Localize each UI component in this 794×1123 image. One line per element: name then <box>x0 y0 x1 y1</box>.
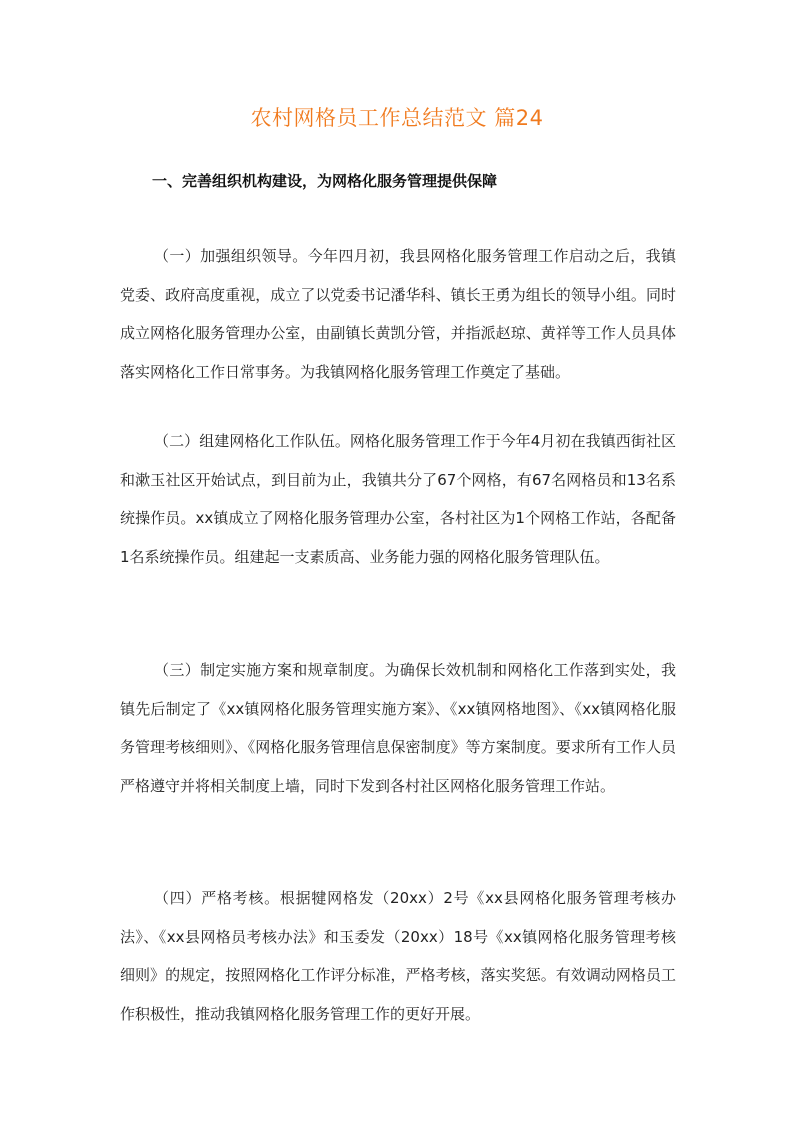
paragraph-3: （三）制定实施方案和规章制度。为确保长效机制和网格化工作落到实处，我镇先后制定了《xx镇网格化服务管理实施方案》、《xx镇网格地图》、《xx镇网格化服务管理考核细则》、《网格化服务管理信息保密制度》等方案制度。要求所有工作人员严格遵守并将相关制度上墙，同时下发到各村社区网格化服务管理工作站。 <box>120 661 676 795</box>
paragraph-2: （二）组建网格化工作队伍。网格化服务管理工作于今年4月初在我镇西街社区和漱玉社区开始试点，到目前为止，我镇共分了67个网格，有67名网格员和13名系统操作员。xx镇成立了网格化服务管理办公室，各村社区为1个网格工作站，各配备1名系统操作员。组建起一支素质高、业务能力强的网格化服务管理队伍。 <box>120 432 676 566</box>
document-title: 农村网格员工作总结范文 篇24 <box>250 106 544 130</box>
section-heading: 一、完善组织机构建设，为网格化服务管理提供保障 <box>152 172 498 190</box>
paragraph-4: （四）严格考核。根据犍网格发（20xx）2号《xx县网格化服务管理考核办法》、《xx县网格员考核办法》和玉委发（20xx）18号《xx镇网格化服务管理考核细则》的规定，按照网格化工作评分标准，严格考核，落实奖惩。有效调动网格员工作积极性，推动我镇网格化服务管理工作的更好开展。 <box>120 889 676 1023</box>
paragraph-1: （一）加强组织领导。今年四月初，我县网格化服务管理工作启动之后，我镇党委、政府高度重视，成立了以党委书记潘华科、镇长王勇为组长的领导小组。同时成立网格化服务管理办公室，由副镇长黄凯分管，并指派赵琼、黄祥等工作人员具体落实网格化工作日常事务。为我镇网格化服务管理工作奠定了基础。 <box>120 247 676 381</box>
